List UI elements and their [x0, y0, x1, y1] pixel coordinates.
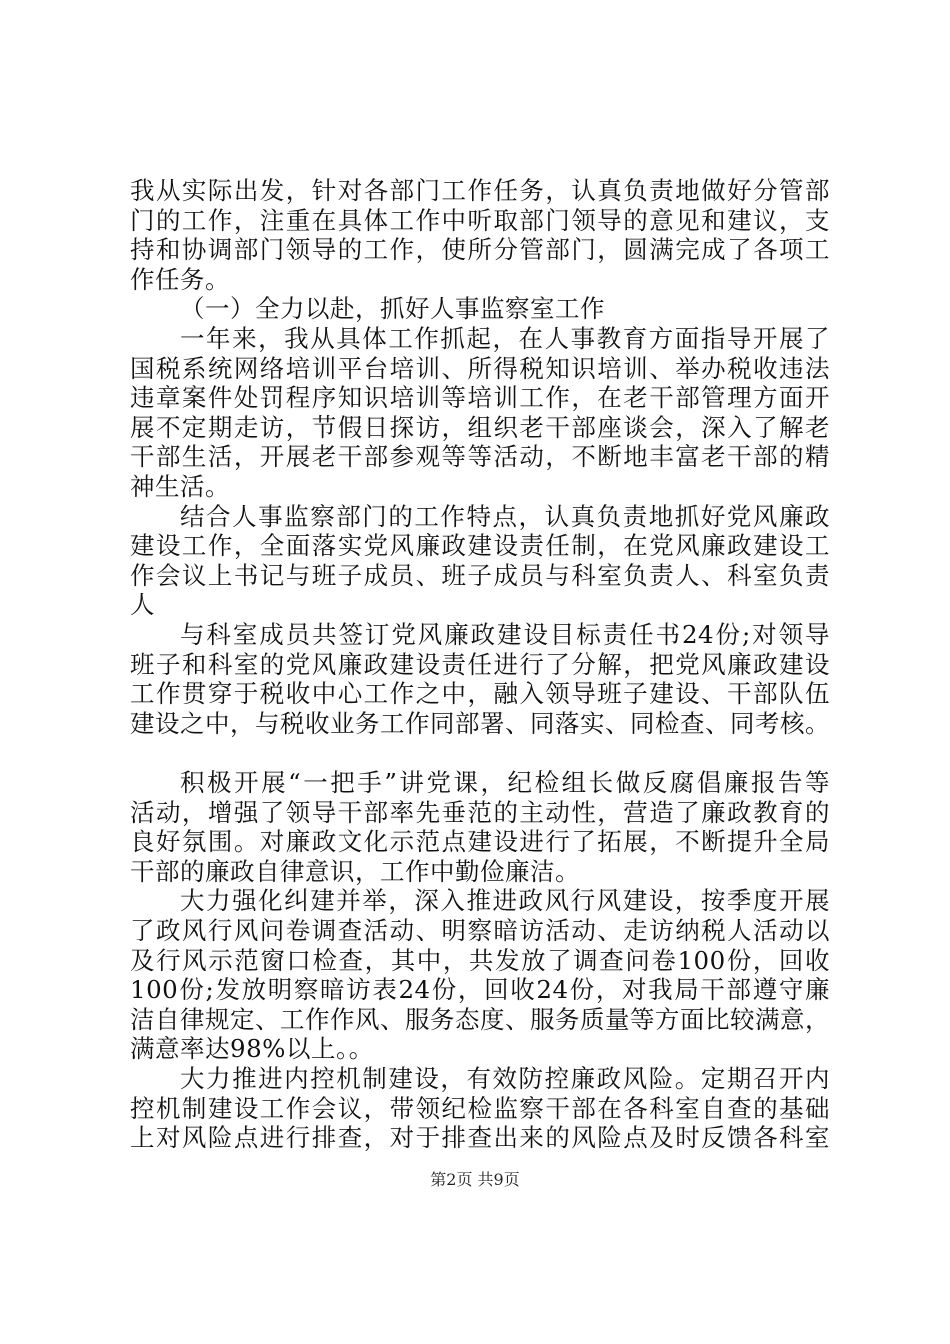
body-text-line: 违章案件处罚程序知识培训等培训工作，在老干部管理方面开: [130, 383, 830, 413]
body-text-line: 工作贯穿于税收中心工作之中，融入领导班子建设、干部队伍: [130, 679, 830, 709]
body-text-line: 活动，增强了领导干部率先垂范的主动性，营造了廉政教育的: [130, 797, 830, 827]
body-text-line: 神生活。: [130, 472, 230, 501]
body-text-line: 干部生活，开展老干部参观等等活动，不断地丰富老干部的精: [130, 442, 830, 472]
body-text-line: 持和协调部门领导的工作，使所分管部门，圆满完成了各项工: [130, 235, 830, 265]
body-text-line: 大力推进内控机制建设，有效防控廉政风险。定期召开内: [180, 1064, 830, 1093]
body-text-line: 建设之中，与税收业务工作同部署、同落实、同检查、同考核。: [130, 708, 830, 738]
body-text-line: 良好氛围。对廉政文化示范点建设进行了拓展，不断提升全局: [130, 827, 830, 857]
section-heading: （一）全力以赴，抓好人事监察室工作: [180, 294, 605, 324]
body-text-line: 结合人事监察部门的工作特点，认真负责地抓好党风廉政: [180, 501, 830, 531]
page-number-footer: 第2页 共9页: [430, 1169, 520, 1189]
body-text-line: 一年来，我从具体工作抓起，在人事教育方面指导开展了: [180, 324, 830, 353]
body-text-line: 及行风示范窗口检查，其中，共发放了调查问卷100份，回收: [130, 945, 830, 975]
body-text-line: 门的工作，注重在具体工作中听取部门领导的意见和建议，支: [130, 205, 830, 235]
body-text-line: 建设工作，全面落实党风廉政建设责任制，在党风廉政建设工: [130, 531, 830, 561]
body-text-line: 与科室成员共签订党风廉政建设目标责任书24份;对领导: [180, 620, 830, 649]
body-text-line: 展不定期走访，节假日探访，组织老干部座谈会，深入了解老: [130, 412, 830, 442]
body-text-line: 作任务。: [130, 264, 230, 294]
body-text-line: 满意率达98%以上。。: [130, 1034, 374, 1064]
body-text-line: 国税系统网络培训平台培训、所得税知识培训、举办税收违法: [130, 353, 830, 383]
body-text-line: 洁自律规定、工作作风、服务态度、服务质量等方面比较满意，: [130, 1004, 830, 1034]
body-text-line: 班子和科室的党风廉政建设责任进行了分解，把党风廉政建设: [130, 649, 830, 679]
body-text-line: 我从实际出发，针对各部门工作任务，认真负责地做好分管部: [130, 176, 830, 205]
body-text-line: 100份;发放明察暗访表24份，回收24份，对我局干部遵守廉: [130, 975, 830, 1005]
body-text-line: 作会议上书记与班子成员、班子成员与科室负责人、科室负责: [130, 560, 830, 590]
body-text-line: 干部的廉政自律意识，工作中勤俭廉洁。: [130, 856, 580, 886]
body-text-line: 积极开展“一把手”讲党课，纪检组长做反腐倡廉报告等: [180, 768, 830, 797]
body-text-line: 人: [130, 590, 155, 620]
body-text-line: 控机制建设工作会议，带领纪检监察干部在各科室自查的基础: [130, 1093, 830, 1123]
body-text-line: 大力强化纠建并举，深入推进政风行风建设，按季度开展: [180, 886, 830, 916]
body-text-line: 上对风险点进行排查，对于排查出来的风险点及时反馈各科室: [130, 1123, 830, 1153]
body-text-line: 了政风行风问卷调查活动、明察暗访活动、走访纳税人活动以: [130, 916, 830, 945]
